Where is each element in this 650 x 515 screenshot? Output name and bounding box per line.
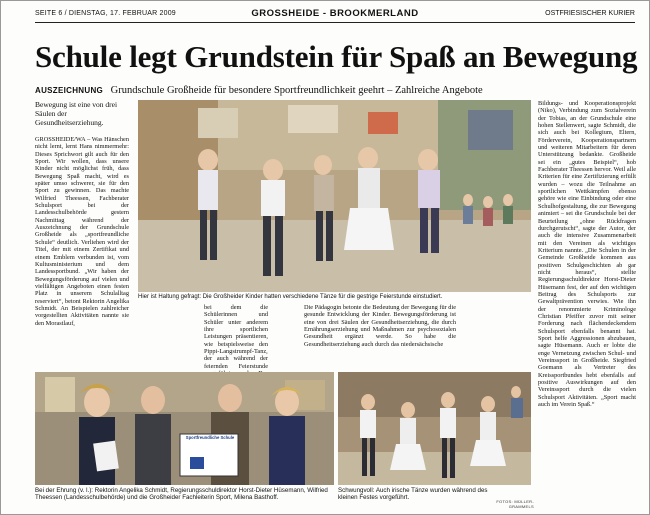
article-column-1 [35,136,129,369]
newspaper-name: OSTFRIESISCHER KURIER [545,10,635,17]
intro-text: Bewegung ist eine von drei Säulen der Gesundheitserziehung. [35,100,118,127]
article-column-4 [538,100,636,504]
article-column-4-text: Bildungs- und Kooperationsprojekt (Niko), Verbindung zum Sozialverein der Tobias, an der Grundschule eine hohen Stellenwert, sagte Schmidt, die sich auch bei Kollegium, Eltern, Förderverein, Kooperationspartnern und weiteren Mitarbeitern für deren Unterstützung bedankte. Großheide sei ein „gutes Beispiel“, hob Fachberater Theessen hervor. Weil alle Kriterien für eine Zertifizierung erfüllt wurden – wozu die Teilnahme an sportlichen Wettkämpfen ebenso gehöre wie eine Einbindung oder eine Schulhofgestaltung, die zur Bewegung animiert – sei die Grundschule bei der Beurteilung „ohne Rückfragen durchgerutscht“, sagte der Autor, der auch die intensive Zusammenarbeit mit den Vereinen als wichtiges Kriterium nannte. „Die Schulen in der Gemeinde Großheide kommen aus positiven Schulgeschichten ab gar nicht heraus“, stellte Regierungsschuldirektor Horst-Dieter Hüsemann fest, der auf den wichtigen Beitrag des Schulsports zur Gewaltprävention verwies. Wie ihn der renommierte Kriminologe Christian Pfeiffer zuvor mit seiner Forderung nach flächendeckendem Schulsport ebenfalls benannt hat. Sport helfe Aggressionen abzubauen, sagte Hüsemann. Auch er lobte die enge Vernetzung zwischen Schul- und Vereinssport in Großheide. Siegfried Goemann als Vertreter des Kreissportbundes hebt ebenfalls auf positive Auswirkungen auf den Vereinssport durch die vielen Schulsport Aktivitäten. „Sport macht auch im Verein Spaß.“ [538,100,636,409]
certificate-label: Sportfreundliche Schule [185,435,235,440]
article-column-2-text: bei dem die Schülerinnen und Schüler unter anderem ihre sportlichen Leistungen präsentieren, wie beispielsweise den Pippi-Langstrumpf-Tanz, der auch während der feiernden Feierstunde [204,304,268,370]
article-column-1-text: GROSSHEIDE/WA – Was Hänschen nicht lernt, lernt Hans nimmermehr: Dieses Sprichwort gilt auch für den Sport. Wir wollen, dass unsere Kinder nicht möglichst früh, dass Bewegung Spaß macht, wird es später umso schwerer, sie für den Sport zu gewinnen. Das machte Wilfried Theessen, Fachberater Schulsport bei der Landesschulbehörde gestern Nachmittag während der Auszeichnung der Grundschule Großheide als „sportfreundliche Schule“ deutlich. Verliehen wird der Titel, der mit einem Zertifikat und einem Emblem verbunden ist, vom Kultusministerium und dem Landessportbund. „Wir haben der Bewegungsförderung auf vielen und vielfältigen Angeboten einen festen Platz in unserem Schulalltag reserviert“, betont Rektorin Angelika Schmidt. An Beispielen zahlreicher vorgestellten Aktivitäten nannte sie den Morastlauf, [35,136,129,327]
photo-credit: FOTOS: MÜLLER-GRAMMELS [496,499,534,509]
article-subheadline-row [35,85,483,96]
section-title: GROSSHEIDE - BROOKMERLAND [251,8,419,19]
article-column-3-text: Die Pädagogin betonte die Bedeutung der Bewegung für die gesunde Entwicklung der Kinder. Bewegungsförderung ist eine von drei Säulen der Gesundheitserziehung, die durch Ernährungserziehung und Maßnahmen zur psychosozialen Gesundheit ergänzt werde. So habe die Gesundheitserziehung auch durch das niedersächsische [304,304,456,348]
article-column-3 [304,304,456,369]
dance-photo-caption: Schwungvoll: Auch irische Tänze wurden während des kleinen Festes vorgeführt. [338,487,488,502]
main-dance-photo [138,100,531,292]
article-subheadline: Grundschule Großheide für besondere Sportfreundlichkeit geehrt – Zahlreiche Angebote [110,85,483,96]
article-kicker: AUSZEICHNUNG [35,86,104,95]
page-header [35,7,635,23]
award-ceremony-photo [35,372,334,485]
article-column-2 [204,304,268,369]
award-photo-caption: Bei der Ehrung (v. l.): Rektorin Angelika Schmidt, Regierungsschuldirektor Horst-Dieter Hüsemann, Wilfried Theessen (Landesschulbehörde) und die Großheider Fachleiterin Sport, Milena Basthoff. [35,487,328,502]
article-headline: Schule legt Grundstein für Spaß an Bewegung [35,39,638,74]
intro-box [35,100,129,132]
page-date-line: SEITE 6 / DIENSTAG, 17. FEBRUAR 2009 [35,10,176,17]
irish-dance-photo [338,372,531,485]
main-photo-caption: Hier ist Haltung gefragt: Die Großheider Kinder hatten verschiedene Tänze für die gestrige Feierstunde einstudiert. [138,294,443,300]
